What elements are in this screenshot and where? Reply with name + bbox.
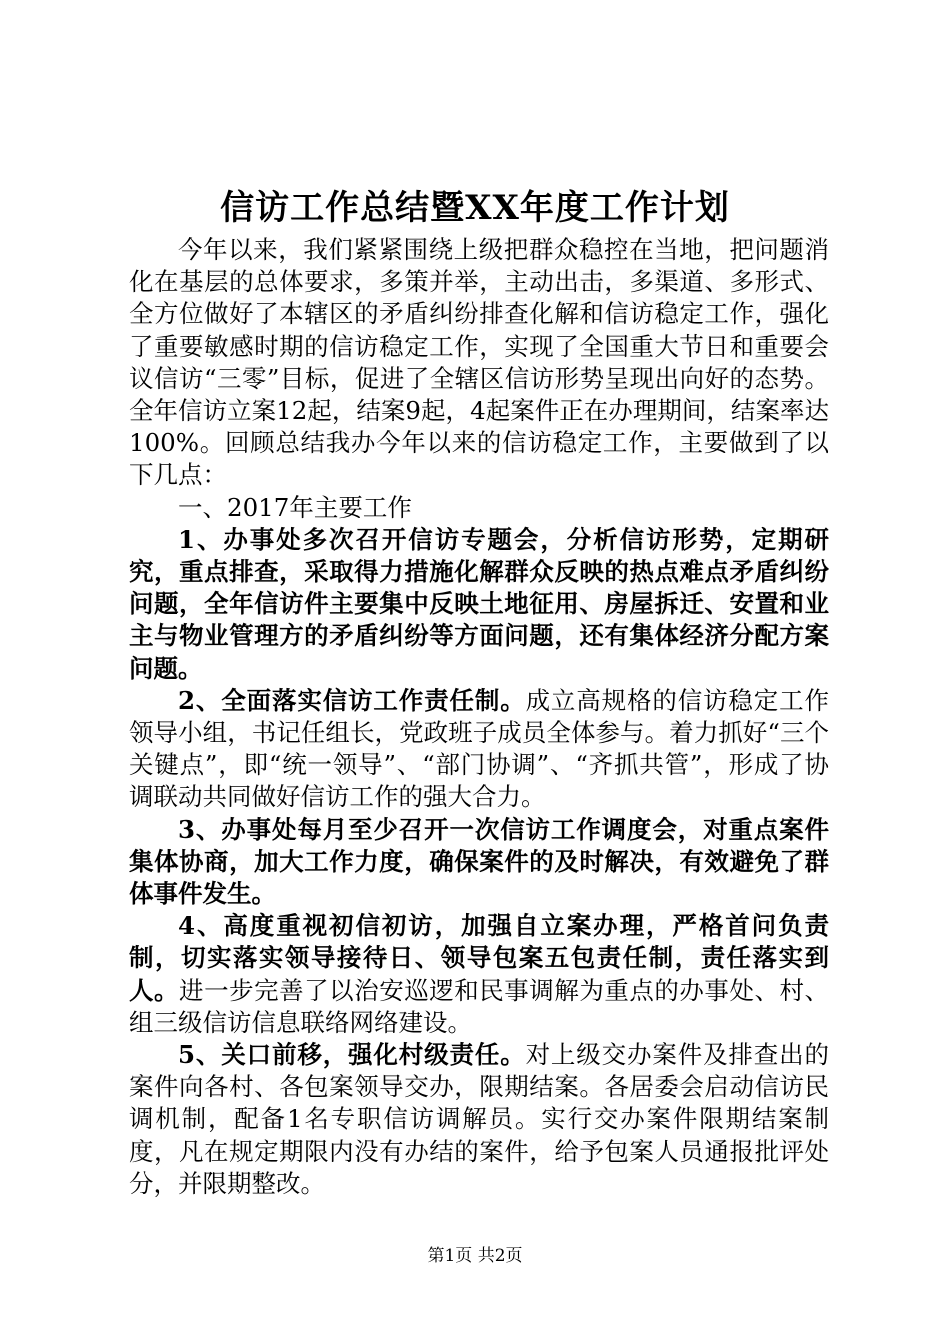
list-item [129, 1039, 829, 1200]
document-body [129, 234, 829, 1200]
page-footer: 第1页 共2页 [427, 1246, 523, 1266]
item-text: 对上级交办案件及排查出的案件向各村、各包案领导交办，限期结案。各居委会启动信访民调机制，配备1名专职信访调解员。实行交办案件限期结案制度，凡在规定期限内没有办结的案件，给予包案人员通报批评处分，并限期整改。 [129, 1040, 830, 1198]
item-bold-text: 2、全面落实信访工作责任制。 [178, 685, 526, 715]
item-bold-text: 4、高度重视初信初访，加强自立案办理，严格首问负责制，切实落实领导接待日、领导包案五包责任制，责任落实到人。 [129, 911, 829, 1005]
item-text: 成立高规格的信访稳定工作领导小组，书记任组长，党政班子成员全体参与。着力抓好“三个关键点”，即“统一领导”、“部门协调”、“齐抓共管”，形成了协调联动共同做好信访工作的强大合力。 [129, 685, 830, 812]
item-bold-text: 1、办事处多次召开信访专题会，分析信访形势，定期研究，重点排查，采取得力措施化解群众反映的热点难点矛盾纠纷问题，全年信访件主要集中反映土地征用、房屋拆迁、安置和业主与物业管理方的矛盾纠纷等方面问题，还有集体经济分配方案问题。 [129, 524, 829, 683]
section-heading: 一、2017年主要工作 [178, 492, 412, 522]
list-item [129, 685, 829, 814]
list-item [129, 910, 829, 1039]
list-item [129, 814, 829, 911]
item-bold-text: 3、办事处每月至少召开一次信访工作调度会，对重点案件集体协商，加大工作力度，确保案件的及时解决，有效避免了群体事件发生。 [129, 814, 829, 909]
intro-paragraph: 今年以来，我们紧紧围绕上级把群众稳控在当地，把问题消化在基层的总体要求，多策并举，主动出击，多渠道、多形式、全方位做好了本辖区的矛盾纠纷排查化解和信访稳定工作，强化了重要敏感时期的信访稳定工作，实现了全国重大节日和重要会议信访“三零”目标，促进了全辖区信访形势呈现出向好的态势。全年信访立案12起，结案9起，4起案件正在办理期间，结案率达100%。回顾总结我办今年以来的信访稳定工作，主要做到了以下几点： [129, 235, 829, 490]
list-item [129, 524, 829, 685]
item-bold-text: 5、关口前移，强化村级责任。 [178, 1040, 526, 1070]
document-title: 信访工作总结暨XX年度工作计划 [220, 188, 730, 228]
item-text: 进一步完善了以治安巡逻和民事调解为重点的办事处、村、组三级信访信息联络网络建设。 [129, 975, 830, 1037]
